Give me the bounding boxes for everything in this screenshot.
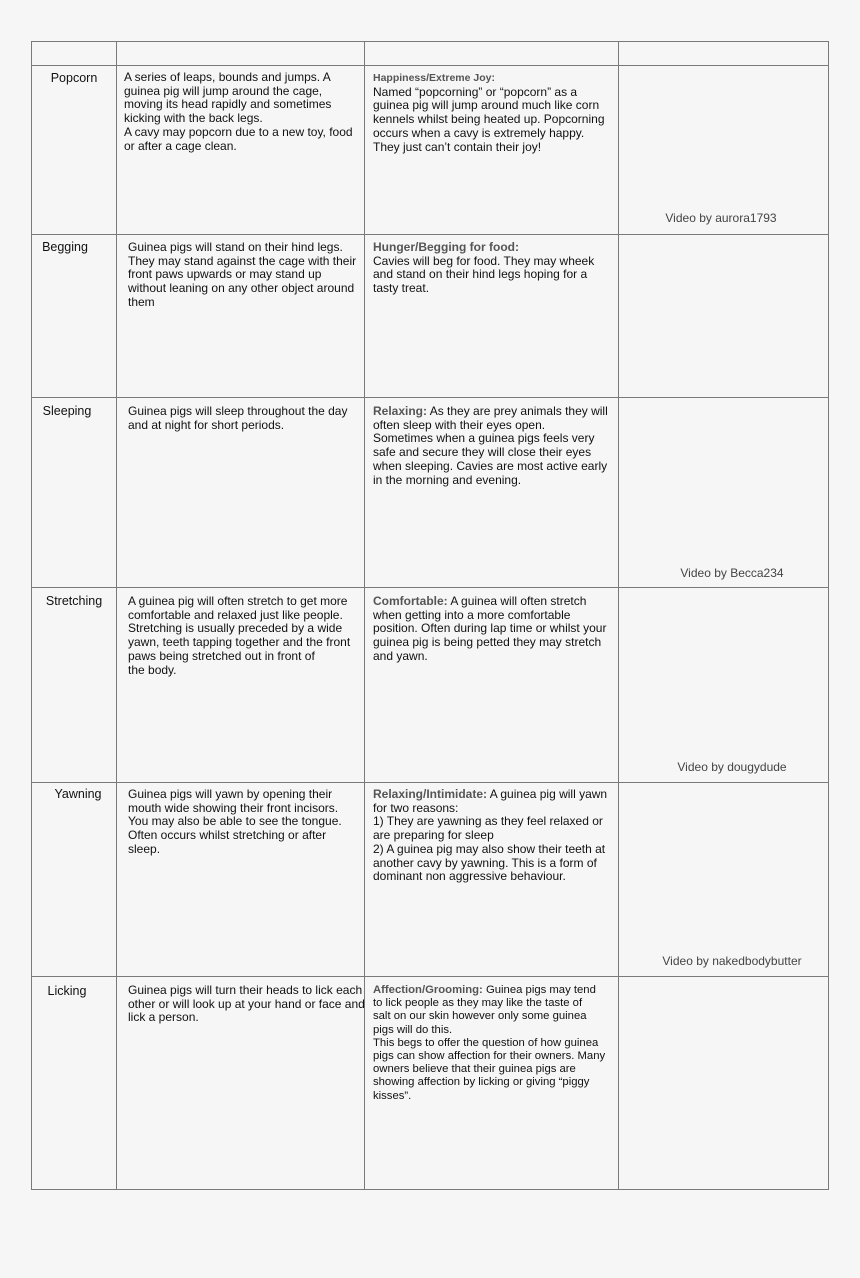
video-credit: Video by dougydude [677, 760, 787, 774]
row-divider [32, 65, 828, 66]
meaning-title: Relaxing: [373, 404, 428, 418]
behaviour-name: Begging [42, 240, 88, 254]
behaviour-description: Guinea pigs will stand on their hind legs. They may stand against the cage with their front paws upwards or may stand up without leaning on any other object around them [128, 240, 357, 309]
behaviour-description: A series of leaps, bounds and jumps. A guinea pig will jump around the cage, moving its head rapidly and sometimes kicking with the back legs. A cavy may popcorn due to a new toy, food or after a cage clean. [124, 70, 353, 153]
behaviour-table [31, 41, 829, 1190]
behaviour-meaning [373, 984, 619, 1103]
video-credit: Video by aurora1793 [665, 211, 777, 225]
behaviour-meaning [373, 788, 619, 884]
meaning-text: Named “popcorning” or “popcorn” as a guinea pig will jump around much like corn kennels whilst being heated up. Popcorning occurs when a cavy is extremely happy. They just can’t contain their joy! [373, 84, 605, 154]
video-credit: Video by nakedbodybutter [662, 954, 802, 968]
row-divider [32, 587, 828, 588]
meaning-text: Guinea pigs may tend to lick people as they may like the taste of salt on our skin however only some guinea pigs will do this. This begs to offer the question of how guinea pigs can show affection for their owners. Many owners believe that their guinea pigs are showing affection by licking or giving “piggy kisses”. [373, 984, 606, 1102]
meaning-text: Cavies will beg for food. They may wheek and stand on their hind legs hoping for a tasty treat. [373, 253, 595, 296]
meaning-text: A guinea will often stretch when getting into a more comfortable position. Often during lap time or whilst your guinea pig is being petted they may stretch and yawn. [373, 594, 607, 663]
row-divider [32, 397, 828, 398]
behaviour-description: A guinea pig will often stretch to get more comfortable and relaxed just like people. Stretching is usually preceded by a wide yawn, teeth tapping together and the front paws being stretched out in front of the body. [128, 594, 351, 677]
behaviour-meaning [373, 241, 619, 296]
behaviour-name: Yawning [54, 787, 102, 801]
video-credit: Video by Becca234 [680, 566, 784, 580]
behaviour-description: Guinea pigs will yawn by opening their mouth wide showing their front incisors. You may also be able to see the tongue. Often occurs whilst stretching or after sleep. [128, 787, 342, 856]
meaning-title: Comfortable: [373, 594, 448, 608]
meaning-text: A guinea pig will yawn for two reasons: 1) They are yawning as they feel relaxed or are preparing for sleep 2) A guinea pig may also show their teeth at another cavy by yawning. This is a form of dominant non aggressive behaviour. [373, 787, 608, 884]
column-divider [116, 42, 117, 1189]
row-divider [32, 976, 828, 977]
meaning-title: Relaxing/Intimidate: [373, 787, 488, 801]
behaviour-description: Guinea pigs will sleep throughout the day and at night for short periods. [128, 404, 348, 432]
row-divider [32, 234, 828, 235]
behaviour-meaning [373, 405, 619, 487]
meaning-title: Affection/Grooming: [373, 984, 483, 996]
behaviour-name: Stretching [45, 594, 103, 608]
behaviour-meaning [373, 71, 619, 154]
behaviour-name: Sleeping [42, 404, 92, 418]
behaviour-meaning [373, 595, 619, 664]
meaning-title: Happiness/Extreme Joy: [373, 72, 495, 84]
meaning-text: As they are prey animals they will often sleep with their eyes open. Sometimes when a guinea pigs feels very safe and secure they will close their eyes when sleeping. Cavies are most active early in the morning and evening. [373, 404, 608, 487]
behaviour-name: Licking [47, 984, 87, 998]
row-divider [32, 782, 828, 783]
meaning-title: Hunger/Begging for food: [373, 240, 519, 254]
behaviour-description: Guinea pigs will turn their heads to lick each other or will look up at your hand or face and lick a person. [128, 983, 365, 1025]
behaviour-name: Popcorn [50, 71, 98, 85]
